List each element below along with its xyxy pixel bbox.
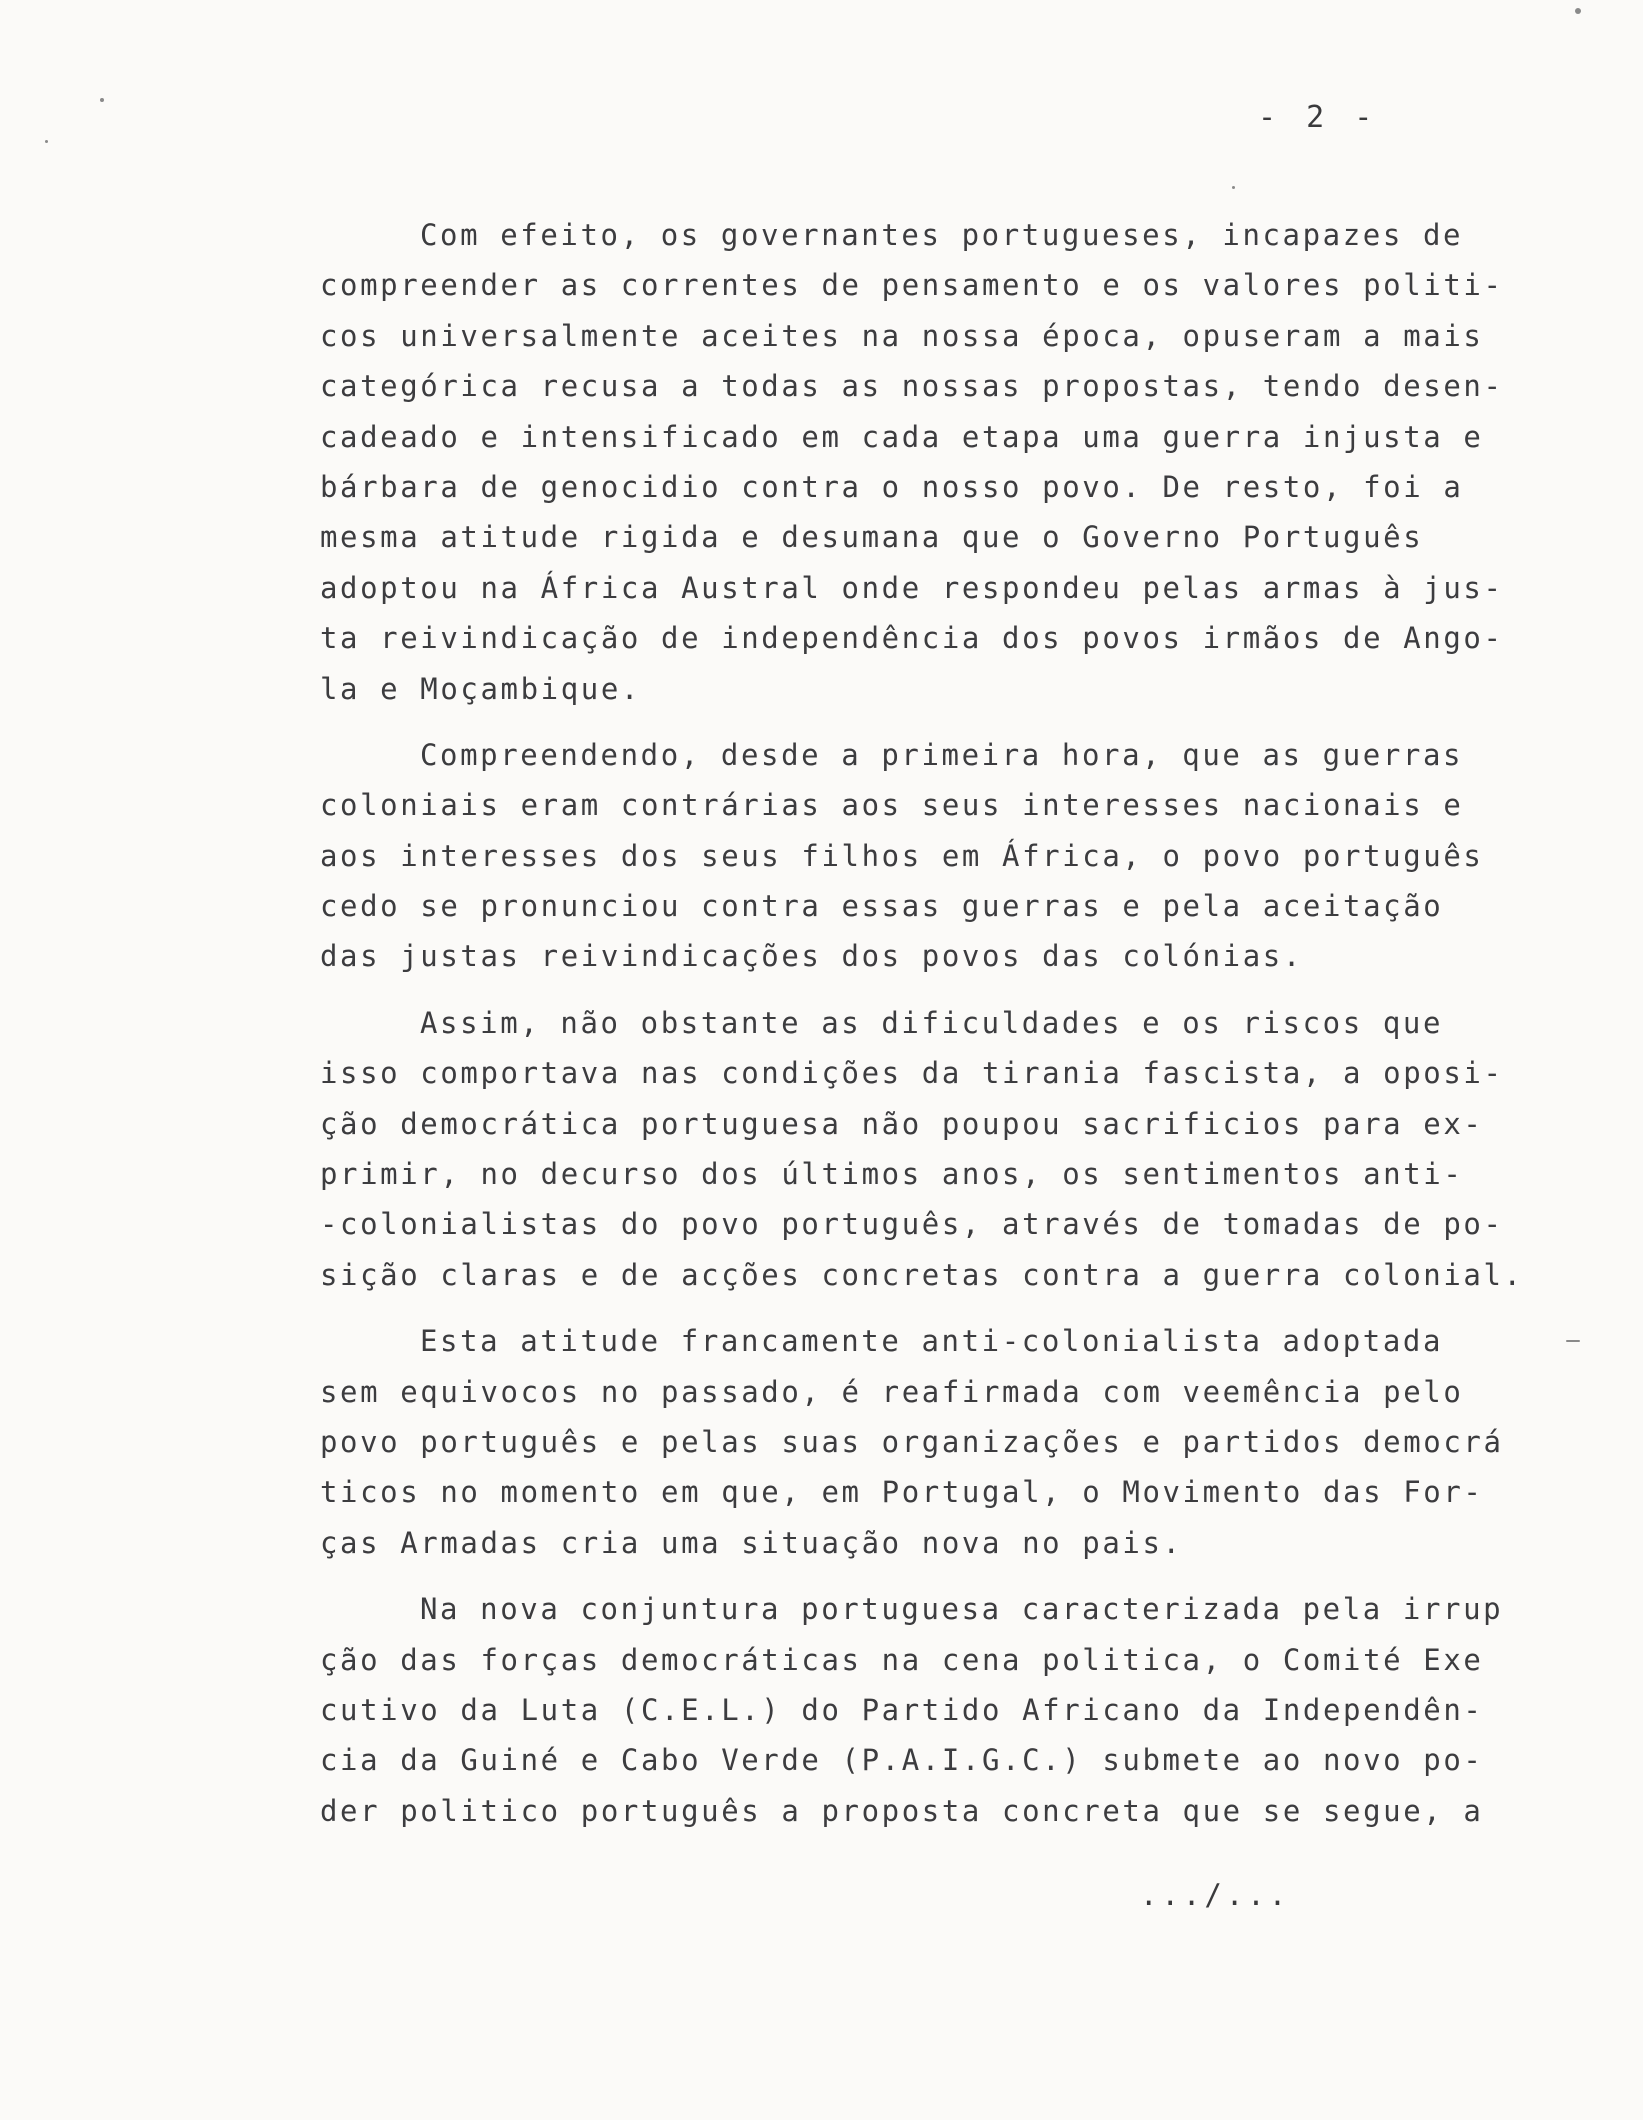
text-line: der politico português a proposta concreta que se segue, a	[320, 1793, 1484, 1828]
paragraph-spacer	[320, 982, 1510, 998]
paragraph-2	[320, 730, 1510, 982]
text-line: ças Armadas cria uma situação nova no pais.	[320, 1525, 1183, 1560]
paper-speck	[1566, 1340, 1580, 1342]
paper-speck	[100, 98, 104, 102]
text-line: povo português e pelas suas organizações e partidos democrá	[320, 1424, 1504, 1459]
text-line: sem equivocos no passado, é reafirmada com veemência pelo	[320, 1374, 1464, 1409]
page-number: - 2 -	[1258, 100, 1379, 135]
text-line: cutivo da Luta (C.E.L.) do Partido Africano da Independên-	[320, 1692, 1484, 1727]
text-line: categórica recusa a todas as nossas propostas, tendo desen-	[320, 369, 1504, 404]
paragraph-spacer	[320, 1568, 1510, 1584]
text-line: cedo se pronunciou contra essas guerras e pela aceitação	[320, 889, 1444, 924]
continuation-mark: .../...	[1140, 1878, 1291, 1912]
paper-speck	[45, 140, 48, 143]
text-line: aos interesses dos seus filhos em África, o povo português	[320, 838, 1484, 873]
paragraph-spacer	[320, 1300, 1510, 1316]
paragraph-3	[320, 998, 1524, 1300]
text-line: Assim, não obstante as dificuldades e os riscos que	[420, 1005, 1444, 1040]
paper-speck	[1232, 186, 1235, 189]
paragraph-spacer	[320, 714, 1510, 730]
text-line: bárbara de genocidio contra o nosso povo. De resto, foi a	[320, 469, 1464, 504]
text-line: cia da Guiné e Cabo Verde (P.A.I.G.C.) submete ao novo po-	[320, 1743, 1484, 1778]
document-body	[320, 210, 1524, 1836]
text-line: cos universalmente aceites na nossa época, opuseram a mais	[320, 318, 1484, 353]
paragraph-1	[320, 210, 1510, 714]
text-line: mesma atitude rigida e desumana que o Governo Português	[320, 520, 1424, 555]
paper-speck	[1575, 8, 1581, 14]
text-line: Compreendendo, desde a primeira hora, que as guerras	[420, 737, 1464, 772]
text-line: Na nova conjuntura portuguesa caracterizada pela irrup	[420, 1592, 1504, 1627]
text-line: cadeado e intensificado em cada etapa uma guerra injusta e	[320, 419, 1484, 454]
text-line: adoptou na África Austral onde respondeu pelas armas à jus-	[320, 570, 1504, 605]
text-line: primir, no decurso dos últimos anos, os sentimentos anti-	[320, 1157, 1464, 1192]
text-line: ção democrática portuguesa não poupou sacrificios para ex-	[320, 1106, 1484, 1141]
text-line: ção das forças democráticas na cena politica, o Comité Exe	[320, 1642, 1484, 1677]
paragraph-4	[320, 1316, 1510, 1568]
text-line: ta reivindicação de independência dos povos irmãos de Ango-	[320, 621, 1504, 656]
text-line: ticos no momento em que, em Portugal, o Movimento das For-	[320, 1475, 1484, 1510]
text-line: Esta atitude francamente anti-colonialista adoptada	[420, 1324, 1444, 1359]
text-line: coloniais eram contrárias aos seus interesses nacionais e	[320, 788, 1464, 823]
paragraph-5	[320, 1584, 1510, 1836]
text-line: das justas reivindicações dos povos das colónias.	[320, 939, 1303, 974]
text-line: Com efeito, os governantes portugueses, incapazes de	[420, 218, 1464, 252]
text-line: compreender as correntes de pensamento e os valores politi-	[320, 268, 1504, 303]
text-line: isso comportava nas condições da tirania fascista, a oposi-	[320, 1056, 1504, 1091]
text-line: sição claras e de acções concretas contra a guerra colonial.	[320, 1257, 1524, 1292]
text-line: la e Moçambique.	[320, 671, 641, 706]
text-line: -colonialistas do povo português, através de tomadas de po-	[320, 1207, 1504, 1242]
